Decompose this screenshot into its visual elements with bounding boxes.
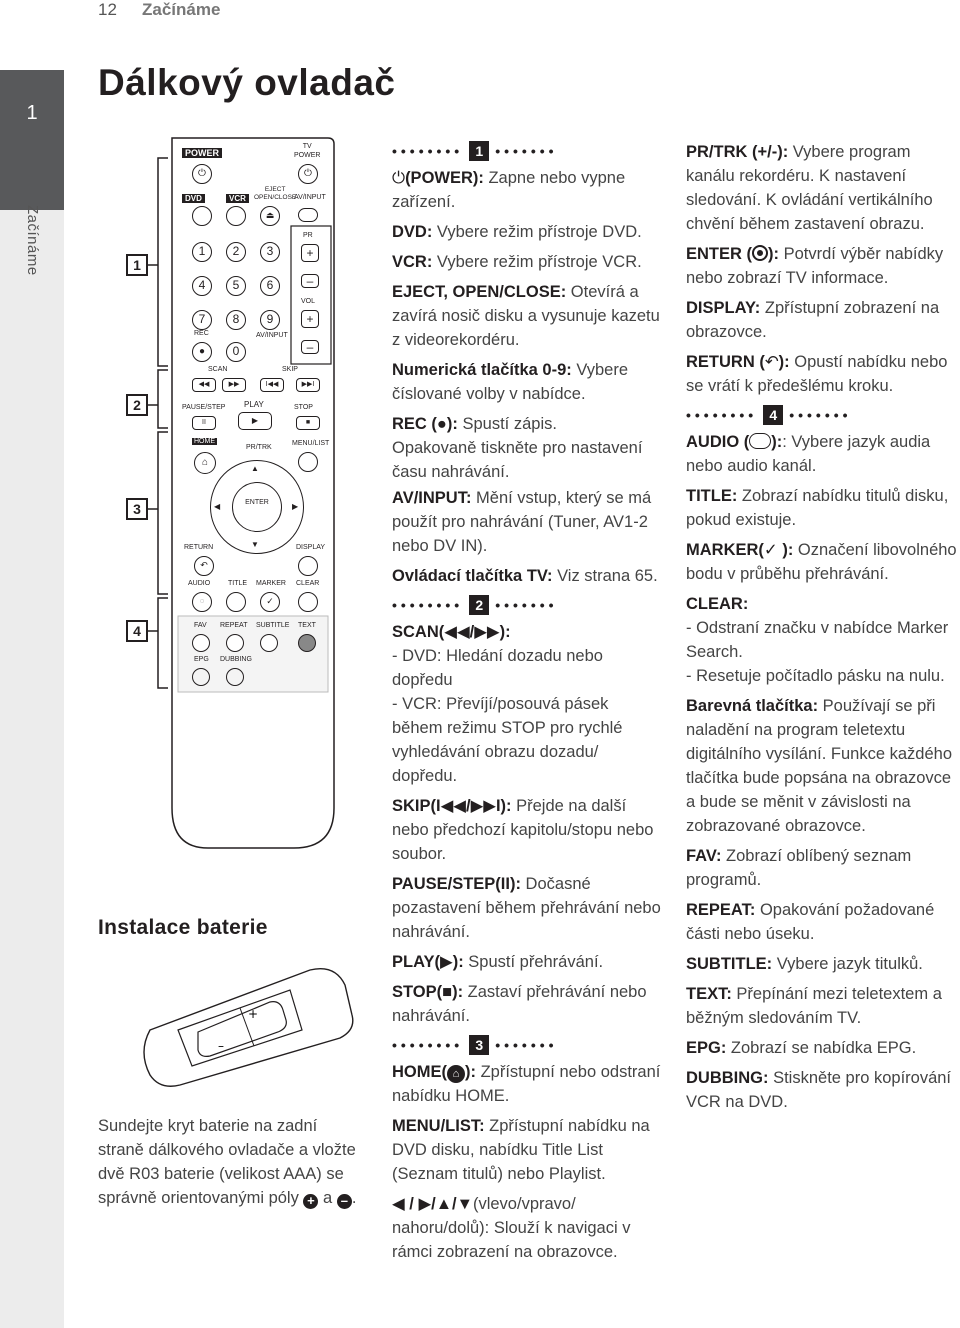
desc-enter bbox=[686, 242, 960, 290]
remote-label-epg: EPG bbox=[194, 656, 209, 663]
remote-label-fav: FAV bbox=[194, 622, 207, 629]
desc-marker-label: MARKER( bbox=[686, 541, 764, 559]
repeat-button[interactable] bbox=[226, 634, 244, 652]
remote-label-text: TEXT bbox=[298, 622, 316, 629]
desc-power bbox=[392, 166, 662, 214]
desc-scan-vcr: - VCR: Převíjí/posouvá pásek během režimu STOP pro rychlé vyhledávání obrazu dozadu/ dopředu. bbox=[392, 695, 623, 785]
remote-label-vcr: VCR bbox=[226, 194, 249, 203]
description-column-1 bbox=[392, 140, 662, 1270]
eject-button[interactable]: ⏏ bbox=[260, 206, 280, 226]
remote-label-display: DISPLAY bbox=[296, 544, 326, 551]
desc-home bbox=[392, 1060, 662, 1108]
desc-vcr bbox=[392, 250, 662, 274]
desc-play bbox=[392, 950, 662, 974]
dvd-button[interactable] bbox=[192, 206, 212, 226]
remote-label-enter: ENTER bbox=[245, 499, 269, 506]
desc-pause bbox=[392, 872, 662, 944]
desc-tvbuttons bbox=[392, 564, 662, 588]
skip-icon: I◀◀/▶▶I bbox=[436, 797, 501, 815]
desc-subtitle-text: Vybere jazyk titulků. bbox=[772, 955, 923, 973]
remote-label-menu-list: MENU/LIST bbox=[292, 440, 330, 447]
desc-enter-label2: ): bbox=[768, 245, 779, 263]
desc-return-text: Opustí nabídku nebo se vrátí k předešlému kroku. bbox=[686, 353, 948, 395]
vol-down-button[interactable]: – bbox=[301, 340, 319, 354]
remote-label-av-input-top: AV/INPUT bbox=[294, 194, 326, 201]
desc-stop-label2: ): bbox=[452, 983, 464, 1001]
desc-play-label: PLAY( bbox=[392, 953, 440, 971]
digit-4-button[interactable]: 4 bbox=[192, 276, 212, 296]
remote-section-badge-4: 4 bbox=[126, 620, 148, 642]
nav-up-icon[interactable]: ▲ bbox=[251, 464, 259, 473]
desc-rec-label2: ): bbox=[446, 415, 458, 433]
remote-label-skip: SKIP bbox=[282, 366, 298, 373]
divider-dots: ••••••• bbox=[495, 597, 558, 613]
remote-section-badge-1: 1 bbox=[126, 254, 148, 276]
remote-label-repeat: REPEAT bbox=[220, 622, 248, 629]
desc-dubbing-text: Stiskněte pro kopírování VCR na DVD. bbox=[686, 1069, 952, 1111]
digit-9-button[interactable]: 9 bbox=[260, 310, 280, 330]
battery-title: Instalace baterie bbox=[98, 916, 268, 939]
desc-audio-label2: ): bbox=[771, 433, 783, 451]
power-icon: ⏻ bbox=[392, 169, 406, 187]
desc-stop-text: Zastaví přehrávání nebo nahrávání. bbox=[392, 983, 647, 1025]
digit-6-button[interactable]: 6 bbox=[260, 276, 280, 296]
desc-fav bbox=[686, 844, 960, 892]
return-button[interactable]: ↶ bbox=[194, 556, 214, 576]
desc-clear bbox=[686, 592, 960, 688]
scan-forward-button[interactable]: ▶▶ bbox=[222, 378, 246, 392]
desc-pause-text: Dočasné pozastavení během přehrávání nebo nahrávání. bbox=[392, 875, 661, 941]
tv-power-button[interactable]: ⏻ bbox=[298, 164, 318, 184]
section-badge-3: 3 bbox=[469, 1035, 489, 1055]
desc-fav-label: FAV: bbox=[686, 847, 722, 865]
epg-button[interactable] bbox=[192, 668, 210, 686]
desc-home-label: HOME( bbox=[392, 1063, 447, 1081]
audio-button[interactable]: ◌ bbox=[192, 592, 212, 612]
check-icon: ✓ bbox=[763, 541, 778, 559]
desc-play-text: Spustí přehrávání. bbox=[463, 953, 604, 971]
pause-icon: II bbox=[500, 875, 510, 893]
remote-label-rec: REC bbox=[194, 330, 209, 337]
desc-enter-label: ENTER ( bbox=[686, 245, 752, 263]
desc-pause-label: PAUSE/STEP( bbox=[392, 875, 501, 893]
scan-icon: ◀◀/▶▶ bbox=[444, 623, 500, 641]
desc-repeat bbox=[686, 898, 960, 946]
section-divider-3 bbox=[392, 1034, 662, 1056]
battery-text-end: . bbox=[351, 1189, 357, 1207]
desc-home-text: Zpřístupní nebo odstraní nabídku HOME. bbox=[392, 1063, 661, 1105]
rec-icon: ● bbox=[436, 415, 447, 433]
desc-vcr-text: Vybere režim přístroje VCR. bbox=[432, 253, 642, 271]
skip-back-button[interactable]: I◀◀ bbox=[260, 378, 284, 392]
divider-dots: •••••••• bbox=[392, 597, 464, 613]
section-badge-2: 2 bbox=[469, 595, 489, 615]
divider-dots: •••••••• bbox=[686, 407, 758, 423]
desc-return-label: RETURN ( bbox=[686, 353, 765, 371]
remote-label-audio: AUDIO bbox=[188, 580, 211, 587]
play-button[interactable]: ▶ bbox=[238, 412, 272, 430]
desc-return-label2: ): bbox=[778, 353, 790, 371]
desc-numeric-label: Numerická tlačítka 0-9: bbox=[392, 361, 572, 379]
remote-illustration bbox=[98, 128, 368, 928]
remote-label-eject: EJECT OPEN/CLOSE bbox=[254, 186, 297, 201]
desc-display-text: Zpřístupní zobrazení na obrazovce. bbox=[686, 299, 940, 341]
dubbing-button[interactable] bbox=[226, 668, 244, 686]
digit-2-button[interactable]: 2 bbox=[226, 242, 246, 262]
remote-label-power: POWER bbox=[182, 148, 222, 158]
battery-instructions bbox=[98, 1114, 358, 1210]
divider-dots: ••••••• bbox=[495, 1037, 558, 1053]
desc-avinput bbox=[392, 486, 662, 558]
desc-rec-label: REC ( bbox=[392, 415, 437, 433]
desc-prtrk bbox=[686, 140, 960, 236]
section-divider-4 bbox=[686, 404, 960, 426]
battery-illustration bbox=[120, 960, 360, 1090]
desc-menu-label: MENU/LIST: bbox=[392, 1117, 485, 1135]
remote-label-dvd: DVD bbox=[182, 194, 205, 203]
pr-down-button[interactable]: – bbox=[301, 274, 319, 288]
audio-icon bbox=[749, 433, 771, 449]
stop-button[interactable]: ■ bbox=[296, 416, 320, 430]
divider-dots: •••••••• bbox=[392, 143, 464, 159]
remote-label-subtitle: SUBTITLE bbox=[256, 622, 290, 629]
desc-scan-label2: ): bbox=[499, 623, 511, 641]
desc-tvbuttons-text: Viz strana 65. bbox=[552, 567, 658, 585]
plus-pole-icon: + bbox=[303, 1194, 318, 1209]
section-divider-1 bbox=[392, 140, 662, 162]
section-badge-1: 1 bbox=[469, 141, 489, 161]
title-button[interactable] bbox=[226, 592, 246, 612]
desc-display-label: DISPLAY: bbox=[686, 299, 761, 317]
battery-text-main: Sundejte kryt baterie na zadní straně dálkového ovladače a vložte dvě R03 baterie (velikost AAA) se správně orientovanými póly bbox=[98, 1117, 356, 1207]
remote-section-badge-2: 2 bbox=[126, 394, 148, 416]
desc-title-text: Zobrazí nabídku titulů disku, pokud existuje. bbox=[686, 487, 949, 529]
remote-label-stop: STOP bbox=[294, 404, 313, 411]
rec-button[interactable]: ● bbox=[192, 342, 212, 362]
desc-audio-label: AUDIO ( bbox=[686, 433, 750, 451]
text-button[interactable] bbox=[298, 634, 316, 652]
desc-prtrk-label: PR/TRK (+/-): bbox=[686, 143, 789, 161]
description-column-2 bbox=[686, 140, 960, 1120]
skip-forward-button[interactable]: ▶▶I bbox=[296, 378, 320, 392]
page-number: 12 bbox=[98, 0, 117, 19]
remote-label-home: HOME bbox=[194, 438, 215, 445]
digit-7-button[interactable]: 7 bbox=[192, 310, 212, 330]
chapter-tab-number: 1 bbox=[26, 102, 38, 124]
pause-button[interactable]: II bbox=[192, 416, 216, 430]
desc-skip-text: Přejde na další nebo předchozí kapitolu/stopu nebo soubor. bbox=[392, 797, 654, 863]
desc-subtitle-label: SUBTITLE: bbox=[686, 955, 773, 973]
desc-colour bbox=[686, 694, 960, 838]
remote-label-pr-trk: PR/TRK bbox=[246, 444, 272, 451]
desc-audio-text: : Vybere jazyk audia nebo audio kanál. bbox=[686, 433, 931, 475]
desc-subtitle bbox=[686, 952, 960, 976]
desc-tvbuttons-label: Ovládací tlačítka TV: bbox=[392, 567, 553, 585]
remote-label-vol: VOL bbox=[301, 298, 316, 305]
chapter-side-label: Začínáme bbox=[24, 205, 41, 276]
scan-back-button[interactable]: ◀◀ bbox=[192, 378, 216, 392]
desc-numeric-text: Vybere číslované volby v nabídce. bbox=[392, 361, 629, 403]
pr-up-button[interactable]: + bbox=[301, 244, 319, 262]
remote-section-badge-3: 3 bbox=[126, 498, 148, 520]
desc-prtrk-text: Vybere program kanálu rekordéru. K nastavení sledování. K ovládání vertikálního chvění během zastavení obrazu. bbox=[686, 143, 933, 233]
desc-arrows bbox=[392, 1192, 662, 1264]
menu-list-button[interactable] bbox=[298, 452, 318, 472]
desc-skip bbox=[392, 794, 662, 866]
remote-label-scan: SCAN bbox=[208, 366, 228, 373]
minus-pole-icon: – bbox=[337, 1194, 352, 1209]
desc-eject-label: EJECT, OPEN/CLOSE: bbox=[392, 283, 567, 301]
svg-text:–: – bbox=[218, 1039, 224, 1053]
desc-scan-dvd: - DVD: Hledání dozadu nebo dopředu bbox=[392, 647, 603, 689]
desc-title bbox=[686, 484, 960, 532]
remote-label-return: RETURN bbox=[184, 544, 214, 551]
nav-left-icon[interactable]: ◀ bbox=[214, 502, 221, 511]
desc-eject-text: Otevírá a zavírá nosič disku a vysunuje kazetu z videorekordéru. bbox=[392, 283, 660, 349]
desc-dvd-label: DVD: bbox=[392, 223, 433, 241]
divider-dots: ••••••• bbox=[495, 143, 558, 159]
enter-icon bbox=[752, 245, 768, 261]
desc-rec-text: Spustí zápis. bbox=[457, 415, 557, 433]
vol-up-button[interactable]: + bbox=[301, 310, 319, 328]
section-badge-4: 4 bbox=[763, 405, 783, 425]
remote-label-av-input: AV/INPUT bbox=[256, 332, 288, 339]
chapter-tab bbox=[0, 70, 64, 210]
clear-button[interactable] bbox=[298, 592, 318, 612]
chapter-side-strip bbox=[0, 210, 64, 1328]
divider-dots: •••••••• bbox=[392, 1037, 464, 1053]
desc-power-label: (POWER): bbox=[405, 169, 484, 187]
desc-text-text: Přepínání mezi teletextem a běžným sledováním TV. bbox=[686, 985, 942, 1027]
desc-display bbox=[686, 296, 960, 344]
power-button[interactable]: ⏻ bbox=[192, 164, 212, 184]
running-title: Začínáme bbox=[142, 0, 221, 19]
desc-clear-l1: - Odstraní značku v nabídce Marker Search. bbox=[686, 619, 949, 661]
nav-down-icon[interactable]: ▼ bbox=[251, 540, 259, 549]
display-button[interactable] bbox=[298, 556, 318, 576]
desc-text-label: TEXT: bbox=[686, 985, 732, 1003]
digit-5-button[interactable]: 5 bbox=[226, 276, 246, 296]
desc-repeat-text: Opakování požadované části nebo úseku. bbox=[686, 901, 935, 943]
desc-text bbox=[686, 982, 960, 1030]
desc-dubbing-label: DUBBING: bbox=[686, 1069, 769, 1087]
desc-rec-text2: Opakovaně tiskněte pro nastavení času nahrávání. bbox=[392, 439, 643, 481]
desc-clear-label: CLEAR: bbox=[686, 595, 749, 613]
return-icon: ↶ bbox=[764, 353, 779, 371]
tv-av-input-button[interactable] bbox=[298, 208, 318, 222]
remote-label-title: TITLE bbox=[228, 580, 248, 587]
digit-0-button[interactable]: 0 bbox=[226, 342, 246, 362]
remote-label-clear: CLEAR bbox=[296, 580, 320, 587]
desc-dubbing bbox=[686, 1066, 960, 1114]
desc-rec bbox=[392, 412, 662, 484]
remote-label-play: PLAY bbox=[244, 400, 264, 409]
desc-epg bbox=[686, 1036, 960, 1060]
desc-avinput-label: AV/INPUT: bbox=[392, 489, 472, 507]
desc-vcr-label: VCR: bbox=[392, 253, 433, 271]
battery-text-and: a bbox=[323, 1189, 333, 1207]
desc-scan bbox=[392, 620, 662, 788]
desc-epg-text: Zobrazí se nabídka EPG. bbox=[726, 1039, 917, 1057]
desc-skip-label2: ): bbox=[500, 797, 512, 815]
desc-dvd bbox=[392, 220, 662, 244]
desc-marker-label2: ): bbox=[777, 541, 794, 559]
desc-numeric bbox=[392, 358, 662, 406]
desc-stop bbox=[392, 980, 662, 1028]
remote-label-dubbing: DUBBING bbox=[220, 656, 252, 663]
home-icon: ⌂ bbox=[447, 1065, 465, 1083]
desc-menu bbox=[392, 1114, 662, 1186]
remote-label-tv-power: TV POWER bbox=[294, 143, 321, 159]
desc-power-text: Zapne nebo vypne zařízení. bbox=[392, 169, 626, 211]
nav-right-icon[interactable]: ▶ bbox=[292, 502, 299, 511]
desc-avinput-text: Mění vstup, který se má použít pro nahrávání (Tuner, AV1-2 nebo DV IN). bbox=[392, 489, 652, 555]
section-divider-2 bbox=[392, 594, 662, 616]
desc-clear-l2: - Resetuje počítadlo pásku na nulu. bbox=[686, 667, 945, 685]
desc-colour-label: Barevná tlačítka: bbox=[686, 697, 819, 715]
enter-button[interactable] bbox=[232, 482, 282, 532]
stop-icon: ■ bbox=[442, 983, 453, 1001]
page-title: Dálkový ovladač bbox=[98, 62, 396, 103]
desc-pause-label2: ): bbox=[509, 875, 521, 893]
desc-return bbox=[686, 350, 960, 398]
digit-1-button[interactable]: 1 bbox=[192, 242, 212, 262]
fav-button[interactable] bbox=[192, 634, 210, 652]
desc-colour-text: Používají se při naladění na program teletextu digitálního vysílání. Funkce každého tlačítka bude popsána na obrazovce a bude se měnit v závislosti na zobrazované obrazovce. bbox=[686, 697, 952, 835]
desc-repeat-label: REPEAT: bbox=[686, 901, 756, 919]
subtitle-button[interactable] bbox=[260, 634, 278, 652]
remote-label-marker: MARKER bbox=[256, 580, 286, 587]
desc-skip-label: SKIP( bbox=[392, 797, 437, 815]
desc-eject bbox=[392, 280, 662, 352]
remote-label-pr: PR bbox=[303, 232, 313, 239]
desc-dvd-text: Vybere režim přístroje DVD. bbox=[432, 223, 642, 241]
play-icon: ▶ bbox=[440, 953, 453, 971]
digit-3-button[interactable]: 3 bbox=[260, 242, 280, 262]
home-button[interactable]: ⌂ bbox=[194, 452, 216, 474]
remote-label-pause-step: PAUSE/STEP bbox=[182, 404, 226, 411]
desc-play-label2: ): bbox=[452, 953, 464, 971]
desc-menu-text: Zpřístupní nabídku na DVD disku, nabídku Title List (Seznam titulů) nebo Playlist. bbox=[392, 1117, 650, 1183]
desc-fav-text: Zobrazí oblíbený seznam programů. bbox=[686, 847, 912, 889]
desc-marker bbox=[686, 538, 960, 586]
desc-audio bbox=[686, 430, 960, 478]
marker-button[interactable]: ✓ bbox=[260, 592, 280, 612]
vcr-button[interactable] bbox=[226, 206, 246, 226]
arrow-icons: ◀ / ▶/▲/▼ bbox=[392, 1195, 473, 1213]
desc-arrows-text: (vlevo/vpravo/ nahoru/dolů): Slouží k navigaci v rámci zobrazení na obrazovce. bbox=[392, 1195, 631, 1261]
svg-text:+: + bbox=[248, 1007, 259, 1021]
desc-stop-label: STOP( bbox=[392, 983, 443, 1001]
desc-scan-label: SCAN( bbox=[392, 623, 445, 641]
desc-title-label: TITLE: bbox=[686, 487, 738, 505]
desc-home-label2: ): bbox=[465, 1063, 476, 1081]
desc-enter-text: Potvrdí výběr nabídky nebo zobrazí TV informace. bbox=[686, 245, 944, 287]
divider-dots: ••••••• bbox=[789, 407, 852, 423]
digit-8-button[interactable]: 8 bbox=[226, 310, 246, 330]
desc-epg-label: EPG: bbox=[686, 1039, 727, 1057]
desc-marker-text: Označení libovolného bodu v průběhu přehrávání. bbox=[686, 541, 957, 583]
